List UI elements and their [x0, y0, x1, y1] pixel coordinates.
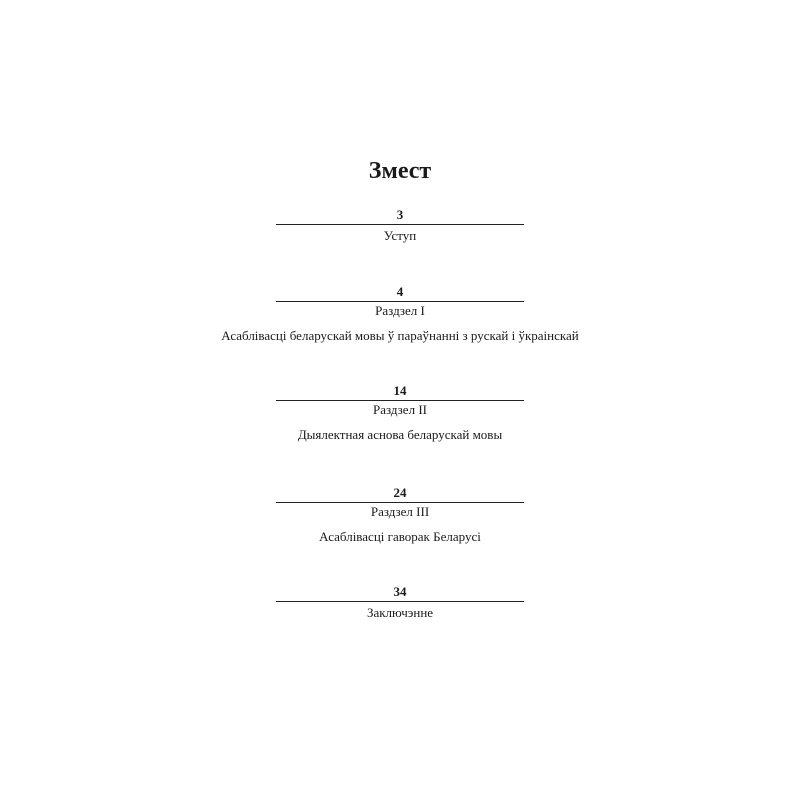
toc-section-label: Раздзел I [375, 303, 425, 318]
toc-section-title: Асаблівасці беларускай мовы ў параўнанні з рускай і ўкраінскай [221, 328, 579, 343]
toc-entry-section-3 [0, 485, 800, 545]
toc-divider-line [276, 502, 524, 503]
toc-divider-line [276, 400, 524, 401]
toc-entry-introduction [0, 207, 800, 244]
toc-section-label: Раздзел III [370, 504, 430, 519]
toc-divider-line [276, 301, 524, 302]
toc-page-number: 14 [393, 383, 407, 398]
toc-section-title: Асаблівасці гаворак Беларусі [319, 529, 481, 544]
toc-page-number: 4 [396, 284, 404, 299]
page-title: Змест [368, 158, 432, 184]
toc-divider-line [276, 601, 524, 602]
toc-heading: Уступ [383, 228, 417, 243]
toc-page-number: 34 [393, 584, 407, 599]
toc-page-number: 3 [396, 207, 404, 222]
toc-section-label: Раздзел II [373, 402, 427, 417]
toc-page-number: 24 [393, 485, 407, 500]
toc-entry-section-1 [0, 284, 800, 344]
toc-section-title: Дыялектная аснова беларускай мовы [297, 427, 503, 442]
toc-heading: Заключэнне [366, 605, 434, 620]
toc-entry-section-2 [0, 383, 800, 443]
toc-entry-conclusion [0, 584, 800, 621]
toc-divider-line [276, 224, 524, 225]
